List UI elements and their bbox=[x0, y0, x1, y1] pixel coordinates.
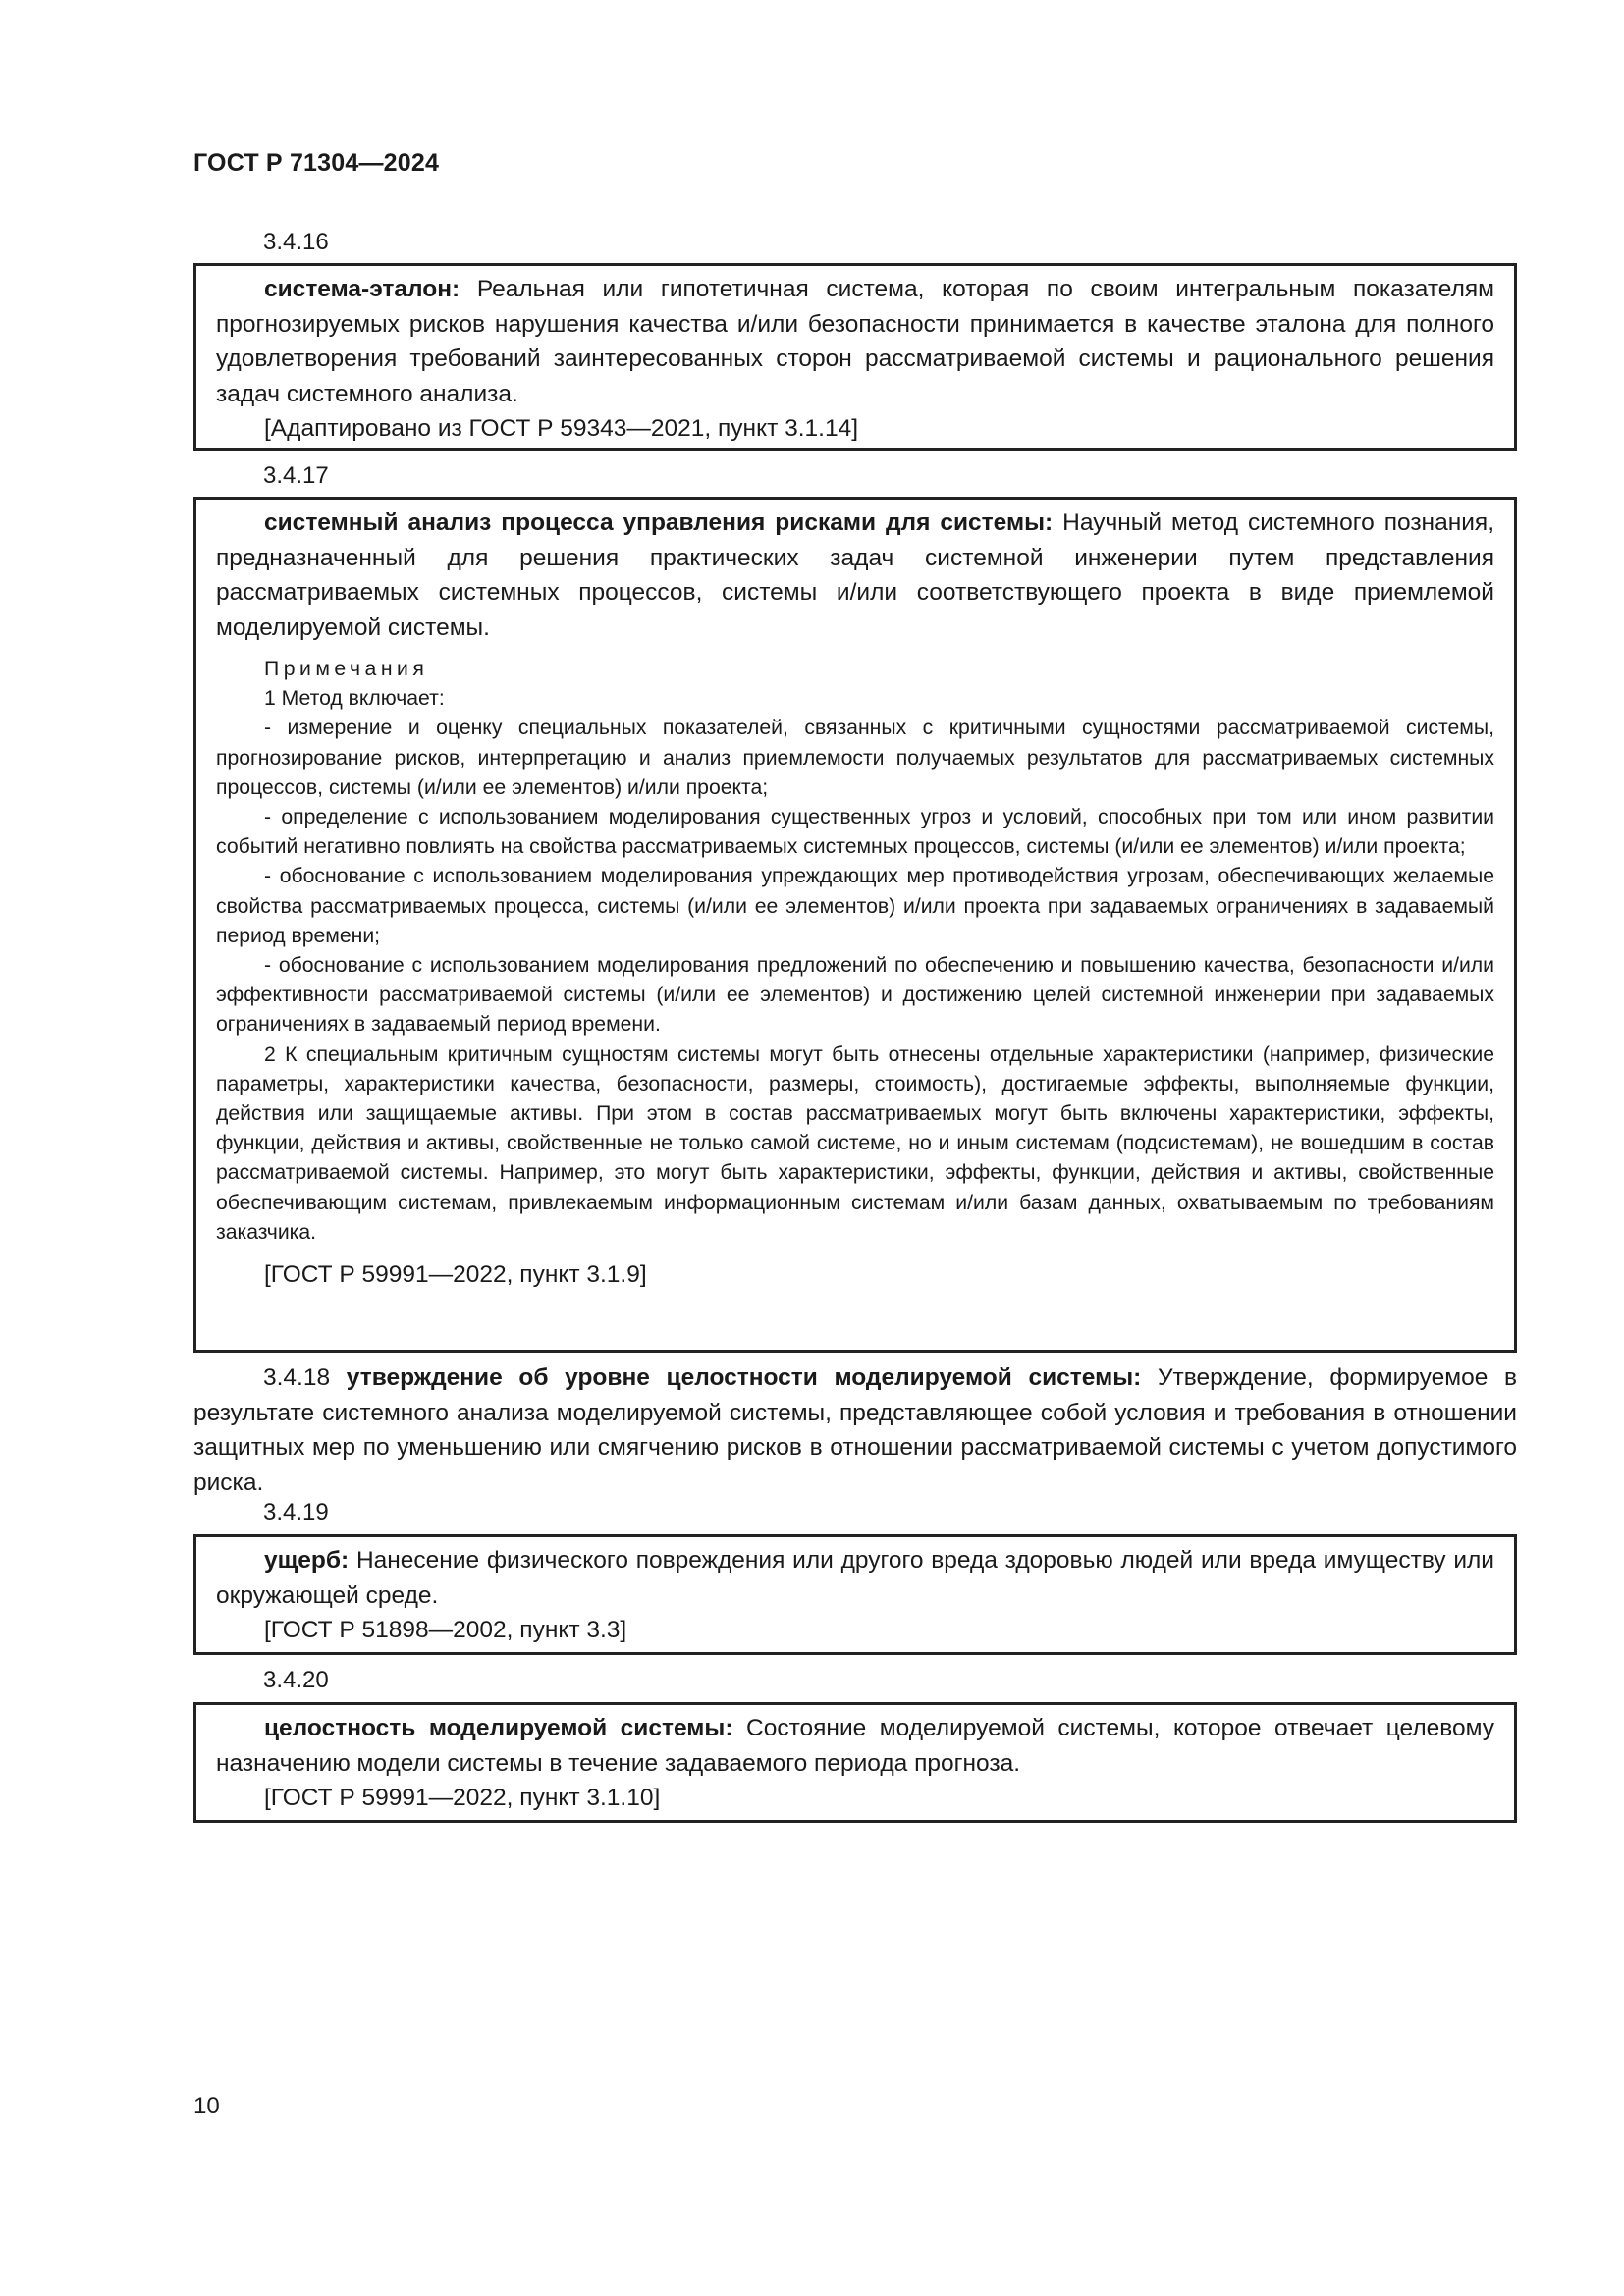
term-box-3-4-19 bbox=[193, 1534, 1517, 1655]
note-line: - определение с использованием моделирования существенных угроз и условий, способных при том или ином развитии событий негативно повлиять на свойства рассматриваемых системных процессов, системы (и/или ее элементов) и/или проекта; bbox=[216, 806, 1494, 859]
term-definition bbox=[216, 1543, 1494, 1613]
notes-block bbox=[216, 655, 1494, 1248]
term-text: Утверждение, формируемое в результате системного анализа моделируемой системы, представляющее собой условия и требования в отношении защитных мер по уменьшению или смягчению рисков в отношении рассматриваемой системы с учетом допустимого риска. bbox=[193, 1364, 1517, 1496]
term-text: Научный метод системного познания, предназначенный для решения практических задач системной инженерии путем представления рассматриваемых системных процессов, системы и/или соответствующего проекта в виде приемлемой моделируемой системы. bbox=[216, 509, 1495, 641]
term-source: [Адаптировано из ГОСТ Р 59343—2021, пункт 3.1.14] bbox=[264, 415, 859, 442]
notes-title: Примечания bbox=[264, 658, 429, 680]
term-text: Реальная или гипотетичная система, которая по своим интегральным показателям прогнозируемых рисков нарушения качества и/или безопасности принимается в качестве эталона для полного удовлетворения требований заинтересованных сторон рассматриваемой системы и рационального решения задач системного анализа. bbox=[216, 276, 1494, 407]
term-3-4-18 bbox=[193, 1361, 1517, 1500]
note-line: 2 К специальным критичным сущностям системы могут быть отнесены отдельные характеристики (например, физические параметры, характеристики качества, безопасности, размеры, стоимость), достигаемые эффекты, выполняемые функции, действия или защищаемые активы. При этом в состав рассматриваемых могут быть включены характеристики, эффекты, функции, действия и активы, свойственные не только самой системе, но и иным системам (подсистемам), не вошедшим в состав рассматриваемой системы. Например, это могут быть характеристики, эффекты, функции, действия и активы, свойственные обеспечивающим системам, привлекаемым информационным системам и/или базам данных, охватываемым по требованиям заказчика. bbox=[216, 1042, 1494, 1244]
term-title: ущерб: bbox=[264, 1547, 350, 1574]
term-title: система-эталон: bbox=[264, 276, 460, 302]
term-source: [ГОСТ Р 59991—2022, пункт 3.1.9] bbox=[264, 1261, 647, 1289]
document-header: ГОСТ Р 71304—2024 bbox=[193, 149, 440, 177]
term-number-3-4-19: 3.4.19 bbox=[263, 1499, 329, 1525]
term-title: системный анализ процесса управления рисками для системы: bbox=[264, 509, 1054, 536]
note-line: - измерение и оценку специальных показателей, связанных с критичными сущностями рассматриваемой системы, прогнозирование рисков, интерпретацию и анализ приемлемости получаемых результатов для рассматриваемых системных процессов, системы (и/или ее элементов) и/или проекта; bbox=[216, 717, 1494, 799]
term-box-3-4-20 bbox=[193, 1702, 1517, 1823]
note-line: 1 Метод включает: bbox=[264, 687, 445, 711]
term-title: утверждение об уровне целостности моделируемой системы: bbox=[346, 1364, 1142, 1391]
term-source: [ГОСТ Р 59991—2022, пункт 3.1.10] bbox=[264, 1785, 661, 1811]
term-number-3-4-17: 3.4.17 bbox=[263, 462, 329, 489]
term-number-3-4-20: 3.4.20 bbox=[263, 1667, 329, 1693]
page-number: 10 bbox=[193, 2093, 220, 2119]
term-number-3-4-16: 3.4.16 bbox=[263, 229, 329, 255]
term-definition bbox=[216, 506, 1494, 645]
term-definition bbox=[216, 1711, 1494, 1781]
note-line: - обоснование с использованием моделирования упреждающих мер противодействия угрозам, обеспечивающих желаемые свойства рассматриваемых процесса, системы (и/или ее элементов) и/или проекта при задаваемых ограничениях в задаваемый период времени; bbox=[216, 865, 1494, 947]
term-title: целостность моделируемой системы: bbox=[264, 1715, 733, 1741]
term-source: [ГОСТ Р 51898—2002, пункт 3.3] bbox=[264, 1617, 627, 1643]
term-box-3-4-16 bbox=[193, 263, 1517, 451]
term-number-3-4-18: 3.4.18 bbox=[263, 1364, 331, 1391]
term-box-3-4-17 bbox=[193, 497, 1517, 1353]
term-text: Нанесение физического повреждения или другого вреда здоровью людей или вреда имуществу или окружающей среде. bbox=[216, 1547, 1494, 1609]
note-line: - обоснование с использованием моделирования предложений по обеспечению и повышению качества, безопасности и/или эффективности рассматриваемой системы (и/или ее элементов) и достижению целей системной инженерии при задаваемых ограничениях в задаваемый период времени. bbox=[216, 954, 1494, 1037]
term-text: Состояние моделируемой системы, которое отвечает целевому назначению модели системы в течение задаваемого периода прогноза. bbox=[216, 1715, 1495, 1777]
term-definition bbox=[216, 272, 1494, 411]
